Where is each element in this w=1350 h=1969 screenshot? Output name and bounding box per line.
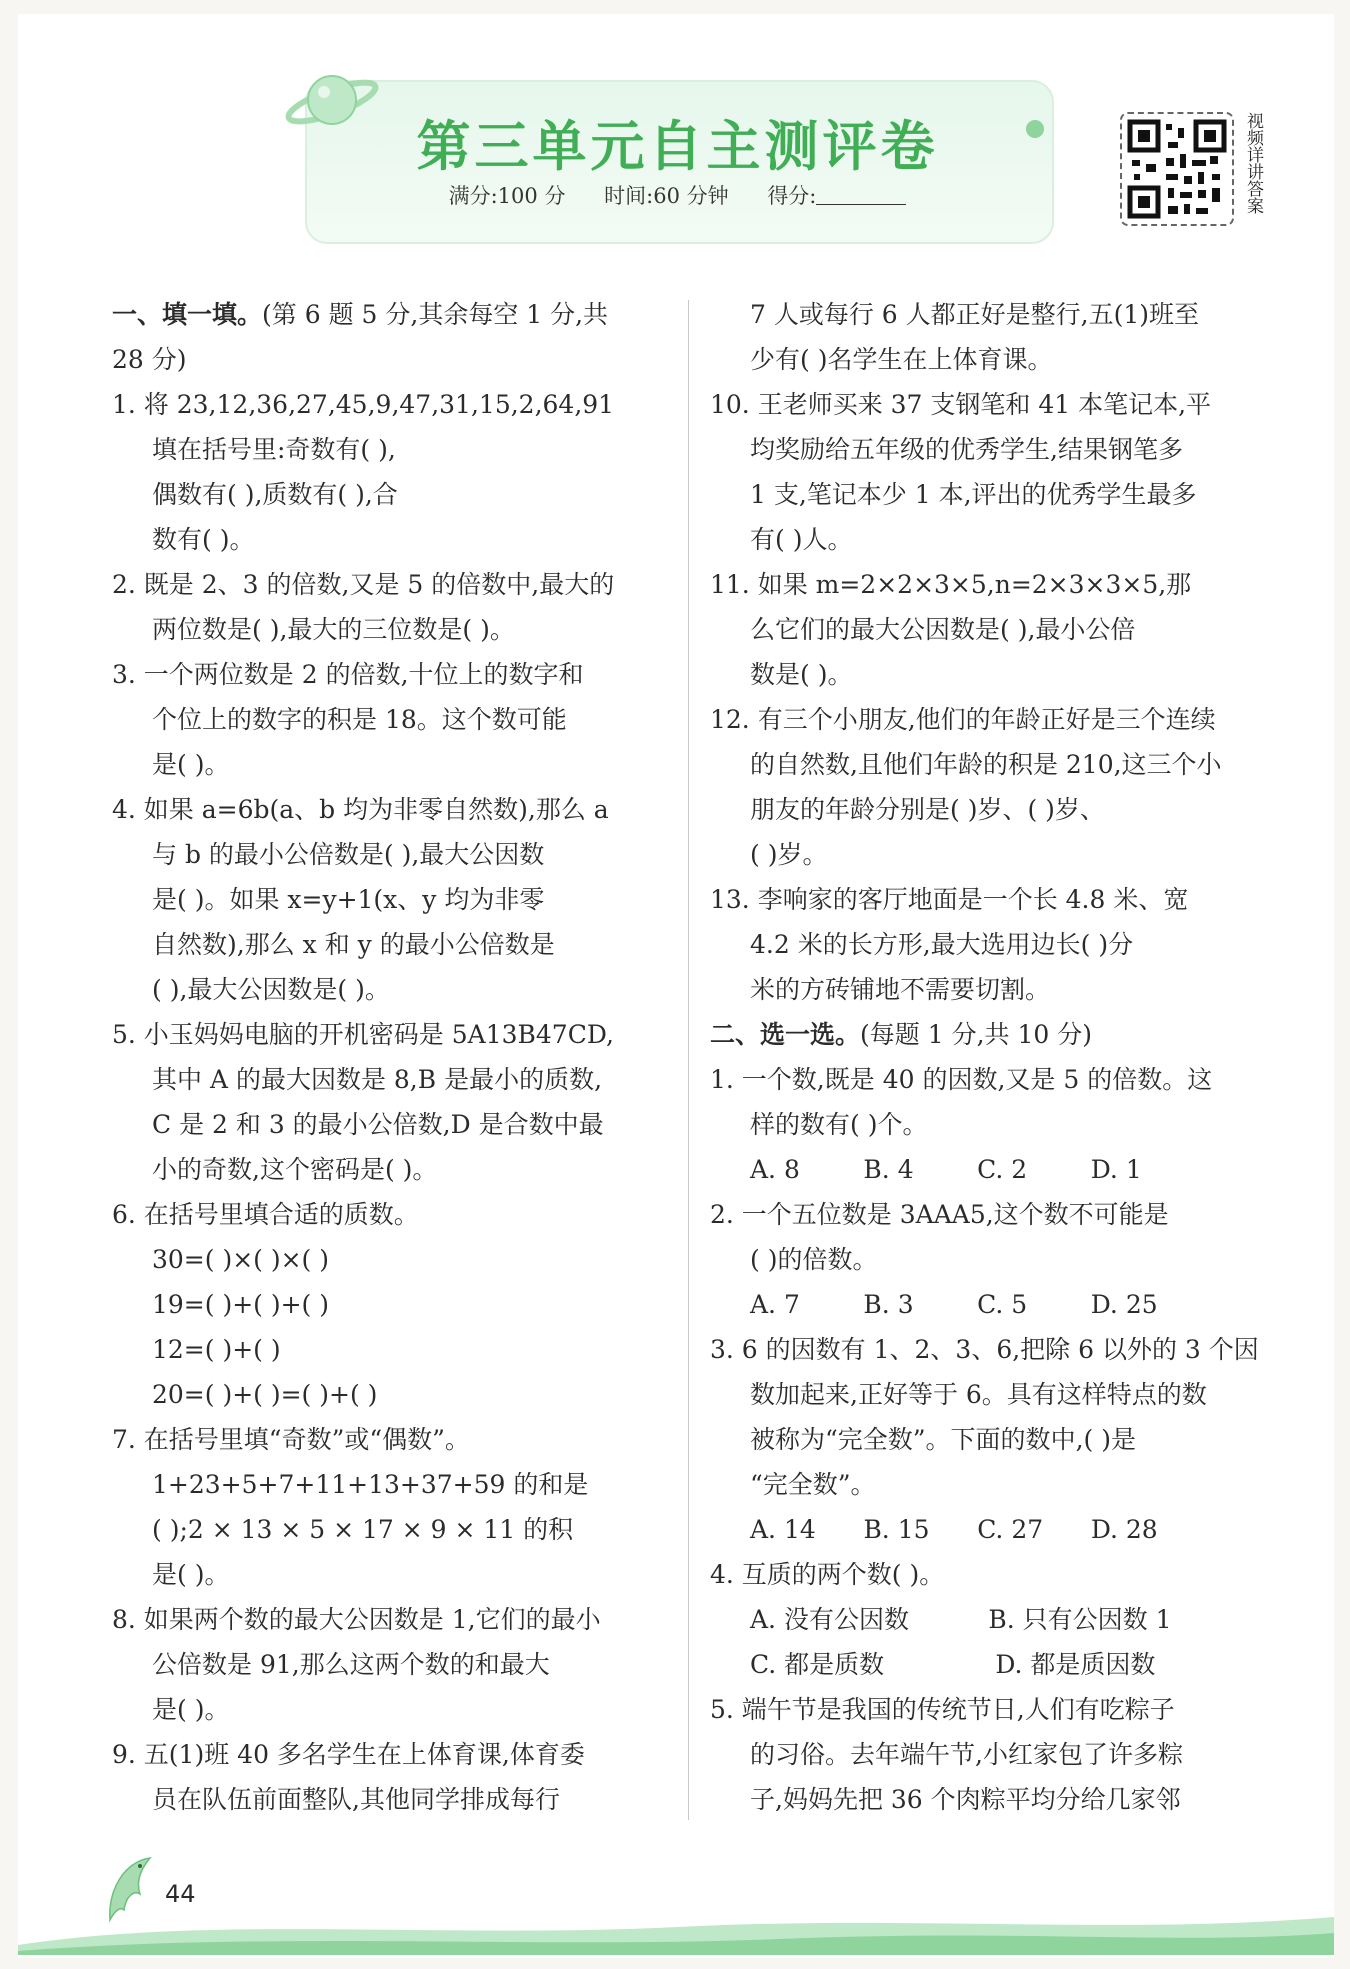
dolphin-icon	[100, 1850, 160, 1930]
question-line	[112, 1282, 672, 1327]
question-line	[112, 1507, 672, 1552]
line-text: 4. 如果 a=6b(a、b 均为非零自然数),那么 a	[112, 795, 609, 824]
question-line	[710, 697, 1265, 742]
question-line	[112, 1057, 672, 1102]
question-line	[710, 652, 1265, 697]
answer-options	[710, 1642, 1265, 1687]
line-text: A. 没有公因数 B. 只有公因数 1	[750, 1605, 1172, 1634]
line-text: 数是( )。	[750, 660, 853, 689]
qr-caption: 视频详讲答案	[1243, 112, 1263, 214]
line-text: A. 8 B. 4 C. 2 D. 1	[750, 1155, 1142, 1184]
line-text: 2. 既是 2、3 的倍数,又是 5 的倍数中,最大的	[112, 570, 615, 599]
question-line	[112, 1102, 672, 1147]
question-line	[112, 1462, 672, 1507]
score-blank	[816, 186, 906, 205]
line-text: 有( )人。	[750, 525, 853, 554]
left-column	[112, 292, 672, 1822]
line-text: 是( )。	[152, 1695, 230, 1724]
line-text: 4.2 米的长方形,最大选用边长( )分	[750, 930, 1134, 959]
line-text: 20=( )+( )=( )+( )	[152, 1380, 378, 1409]
line-text: 5. 端午节是我国的传统节日,人们有吃粽子	[710, 1695, 1175, 1724]
line-text: 4. 互质的两个数( )。	[710, 1560, 945, 1589]
line-text: 10. 王老师买来 37 支钢笔和 41 本笔记本,平	[710, 390, 1212, 419]
question-line	[112, 1327, 672, 1372]
right-column	[710, 292, 1265, 1822]
line-text: 均奖励给五年级的优秀学生,结果钢笔多	[750, 435, 1183, 464]
section-note: (每题 1 分,共 10 分)	[860, 1020, 1092, 1049]
line-text: ( );2 × 13 × 5 × 17 × 9 × 11 的积	[152, 1515, 574, 1544]
question-line	[112, 1192, 672, 1237]
qr-code-icon[interactable]	[1120, 112, 1234, 226]
question-line	[710, 1102, 1265, 1147]
column-divider	[688, 300, 689, 1820]
question-line	[112, 787, 672, 832]
line-text: 的习俗。去年端午节,小红家包了许多粽	[750, 1740, 1183, 1769]
line-text: 的自然数,且他们年龄的积是 210,这三个小	[750, 750, 1222, 779]
full-score: 满分:100 分	[448, 184, 566, 208]
line-text: 数加起来,正好等于 6。具有这样特点的数	[750, 1380, 1207, 1409]
section-heading	[112, 292, 672, 337]
line-text: 朋友的年龄分别是( )岁、( )岁、	[750, 795, 1105, 824]
line-text: 样的数有( )个。	[750, 1110, 928, 1139]
line-text: 7. 在括号里填“奇数”或“偶数”。	[112, 1425, 470, 1454]
line-text: 6. 在括号里填合适的质数。	[112, 1200, 419, 1229]
score-label: 得分:	[767, 184, 817, 208]
question-line	[710, 1687, 1265, 1732]
question-line	[710, 1732, 1265, 1777]
line-text: 与 b 的最小公倍数是( ),最大公因数	[152, 840, 545, 869]
line-text: 小的奇数,这个密码是( )。	[152, 1155, 438, 1184]
line-text: “完全数”。	[750, 1470, 876, 1499]
question-line	[710, 562, 1265, 607]
line-text: 3. 6 的因数有 1、2、3、6,把除 6 以外的 3 个因	[710, 1335, 1259, 1364]
score-field	[767, 184, 906, 208]
line-text: 12=( )+( )	[152, 1335, 281, 1364]
line-text: 是( )。	[152, 750, 230, 779]
question-line	[710, 1237, 1265, 1282]
page-number: 44	[165, 1880, 196, 1908]
question-line	[112, 1417, 672, 1462]
question-line	[112, 922, 672, 967]
question-line	[112, 1012, 672, 1057]
line-text: ( ),最大公因数是( )。	[152, 975, 390, 1004]
line-text: 12. 有三个小朋友,他们的年龄正好是三个连续	[710, 705, 1216, 734]
question-line	[710, 1327, 1265, 1372]
question-line	[710, 877, 1265, 922]
line-text: 一、填一填。	[112, 300, 263, 329]
question-line	[710, 742, 1265, 787]
line-text: 1. 将 23,12,36,27,45,9,47,31,15,2,64,91	[112, 390, 615, 419]
question-line	[710, 337, 1265, 382]
line-text: 19=( )+( )+( )	[152, 1290, 330, 1319]
answer-options	[710, 1147, 1265, 1192]
line-text: 么它们的最大公因数是( ),最小公倍	[750, 615, 1136, 644]
question-line	[710, 1417, 1265, 1462]
line-text: 30=( )×( )×( )	[152, 1245, 330, 1274]
line-text: ( )岁。	[750, 840, 828, 869]
line-text: 被称为“完全数”。下面的数中,( )是	[750, 1425, 1136, 1454]
question-line	[710, 517, 1265, 562]
question-line	[710, 1372, 1265, 1417]
question-line	[710, 922, 1265, 967]
question-line	[112, 1597, 672, 1642]
line-text: 2. 一个五位数是 3AAA5,这个数不可能是	[710, 1200, 1169, 1229]
line-text: 13. 李响家的客厅地面是一个长 4.8 米、宽	[710, 885, 1189, 914]
line-text: 自然数),那么 x 和 y 的最小公倍数是	[152, 930, 555, 959]
section-heading	[710, 1012, 1265, 1057]
line-text: 5. 小玉妈妈电脑的开机密码是 5A13B47CD,	[112, 1020, 614, 1049]
question-line	[112, 877, 672, 922]
line-text: 是( )。如果 x=y+1(x、y 均为非零	[152, 885, 545, 914]
line-text: 7 人或每行 6 人都正好是整行,五(1)班至	[750, 300, 1200, 329]
question-line	[710, 1057, 1265, 1102]
question-line	[112, 742, 672, 787]
question-line	[112, 697, 672, 742]
question-line	[112, 427, 672, 472]
question-line	[710, 472, 1265, 517]
line-text: C. 都是质数 D. 都是质因数	[750, 1650, 1156, 1679]
line-text: A. 7 B. 3 C. 5 D. 25	[750, 1290, 1158, 1319]
line-text: 两位数是( ),最大的三位数是( )。	[152, 615, 515, 644]
question-line	[710, 832, 1265, 877]
line-text: 公倍数是 91,那么这两个数的和最大	[152, 1650, 550, 1679]
line-text: 二、选一选。	[710, 1020, 861, 1049]
question-line	[710, 967, 1265, 1012]
question-line	[112, 607, 672, 652]
question-line	[112, 562, 672, 607]
question-line	[710, 1192, 1265, 1237]
time-limit: 时间:60 分钟	[604, 184, 729, 208]
line-text: 9. 五(1)班 40 多名学生在上体育课,体育委	[112, 1740, 585, 1769]
question-line	[112, 1732, 672, 1777]
question-line	[710, 1462, 1265, 1507]
section-note: (第 6 题 5 分,其余每空 1 分,共	[262, 300, 609, 329]
question-line	[112, 1147, 672, 1192]
line-text: 米的方砖铺地不需要切割。	[750, 975, 1051, 1004]
line-text: 其中 A 的最大因数是 8,B 是最小的质数,	[152, 1065, 603, 1094]
question-line	[112, 967, 672, 1012]
question-line	[112, 832, 672, 877]
question-line	[710, 427, 1265, 472]
question-line	[710, 787, 1265, 832]
line-text: C 是 2 和 3 的最小公倍数,D 是合数中最	[152, 1110, 604, 1139]
line-text: 28 分)	[112, 345, 187, 374]
footer-wave	[18, 1905, 1334, 1955]
question-line	[112, 337, 672, 382]
line-text: 3. 一个两位数是 2 的倍数,十位上的数字和	[112, 660, 584, 689]
question-line	[112, 1372, 672, 1417]
question-line	[710, 292, 1265, 337]
question-line	[112, 1642, 672, 1687]
line-text: A. 14 B. 15 C. 27 D. 28	[750, 1515, 1158, 1544]
line-text: 1+23+5+7+11+13+37+59 的和是	[152, 1470, 589, 1499]
line-text: 8. 如果两个数的最大公因数是 1,它们的最小	[112, 1605, 601, 1634]
question-line	[112, 472, 672, 517]
answer-options	[710, 1282, 1265, 1327]
line-text: 填在括号里:奇数有( ),	[152, 435, 396, 464]
question-line	[710, 382, 1265, 427]
line-text: 是( )。	[152, 1560, 230, 1589]
line-text: 少有( )名学生在上体育课。	[750, 345, 1053, 374]
question-line	[112, 1552, 672, 1597]
question-line	[112, 652, 672, 697]
answer-options	[710, 1507, 1265, 1552]
line-text: 数有( )。	[152, 525, 255, 554]
question-line	[112, 1777, 672, 1822]
question-line	[710, 607, 1265, 652]
answer-options	[710, 1597, 1265, 1642]
question-line	[710, 1552, 1265, 1597]
line-text: 偶数有( ),质数有( ),合	[152, 480, 398, 509]
question-line	[112, 1237, 672, 1282]
line-text: 员在队伍前面整队,其他同学排成每行	[152, 1785, 560, 1814]
line-text: 11. 如果 m=2×2×3×5,n=2×3×3×5,那	[710, 570, 1192, 599]
question-line	[112, 1687, 672, 1732]
line-text: 1 支,笔记本少 1 本,评出的优秀学生最多	[750, 480, 1197, 509]
exam-meta	[305, 180, 1050, 210]
line-text: ( )的倍数。	[750, 1245, 878, 1274]
line-text: 个位上的数字的积是 18。这个数可能	[152, 705, 567, 734]
question-line	[112, 382, 672, 427]
line-text: 1. 一个数,既是 40 的因数,又是 5 的倍数。这	[710, 1065, 1213, 1094]
page-title: 第三单元自主测评卷	[416, 115, 939, 178]
line-text: 子,妈妈先把 36 个肉粽平均分给几家邻	[750, 1785, 1181, 1814]
question-line	[710, 1777, 1265, 1822]
question-line	[112, 517, 672, 562]
